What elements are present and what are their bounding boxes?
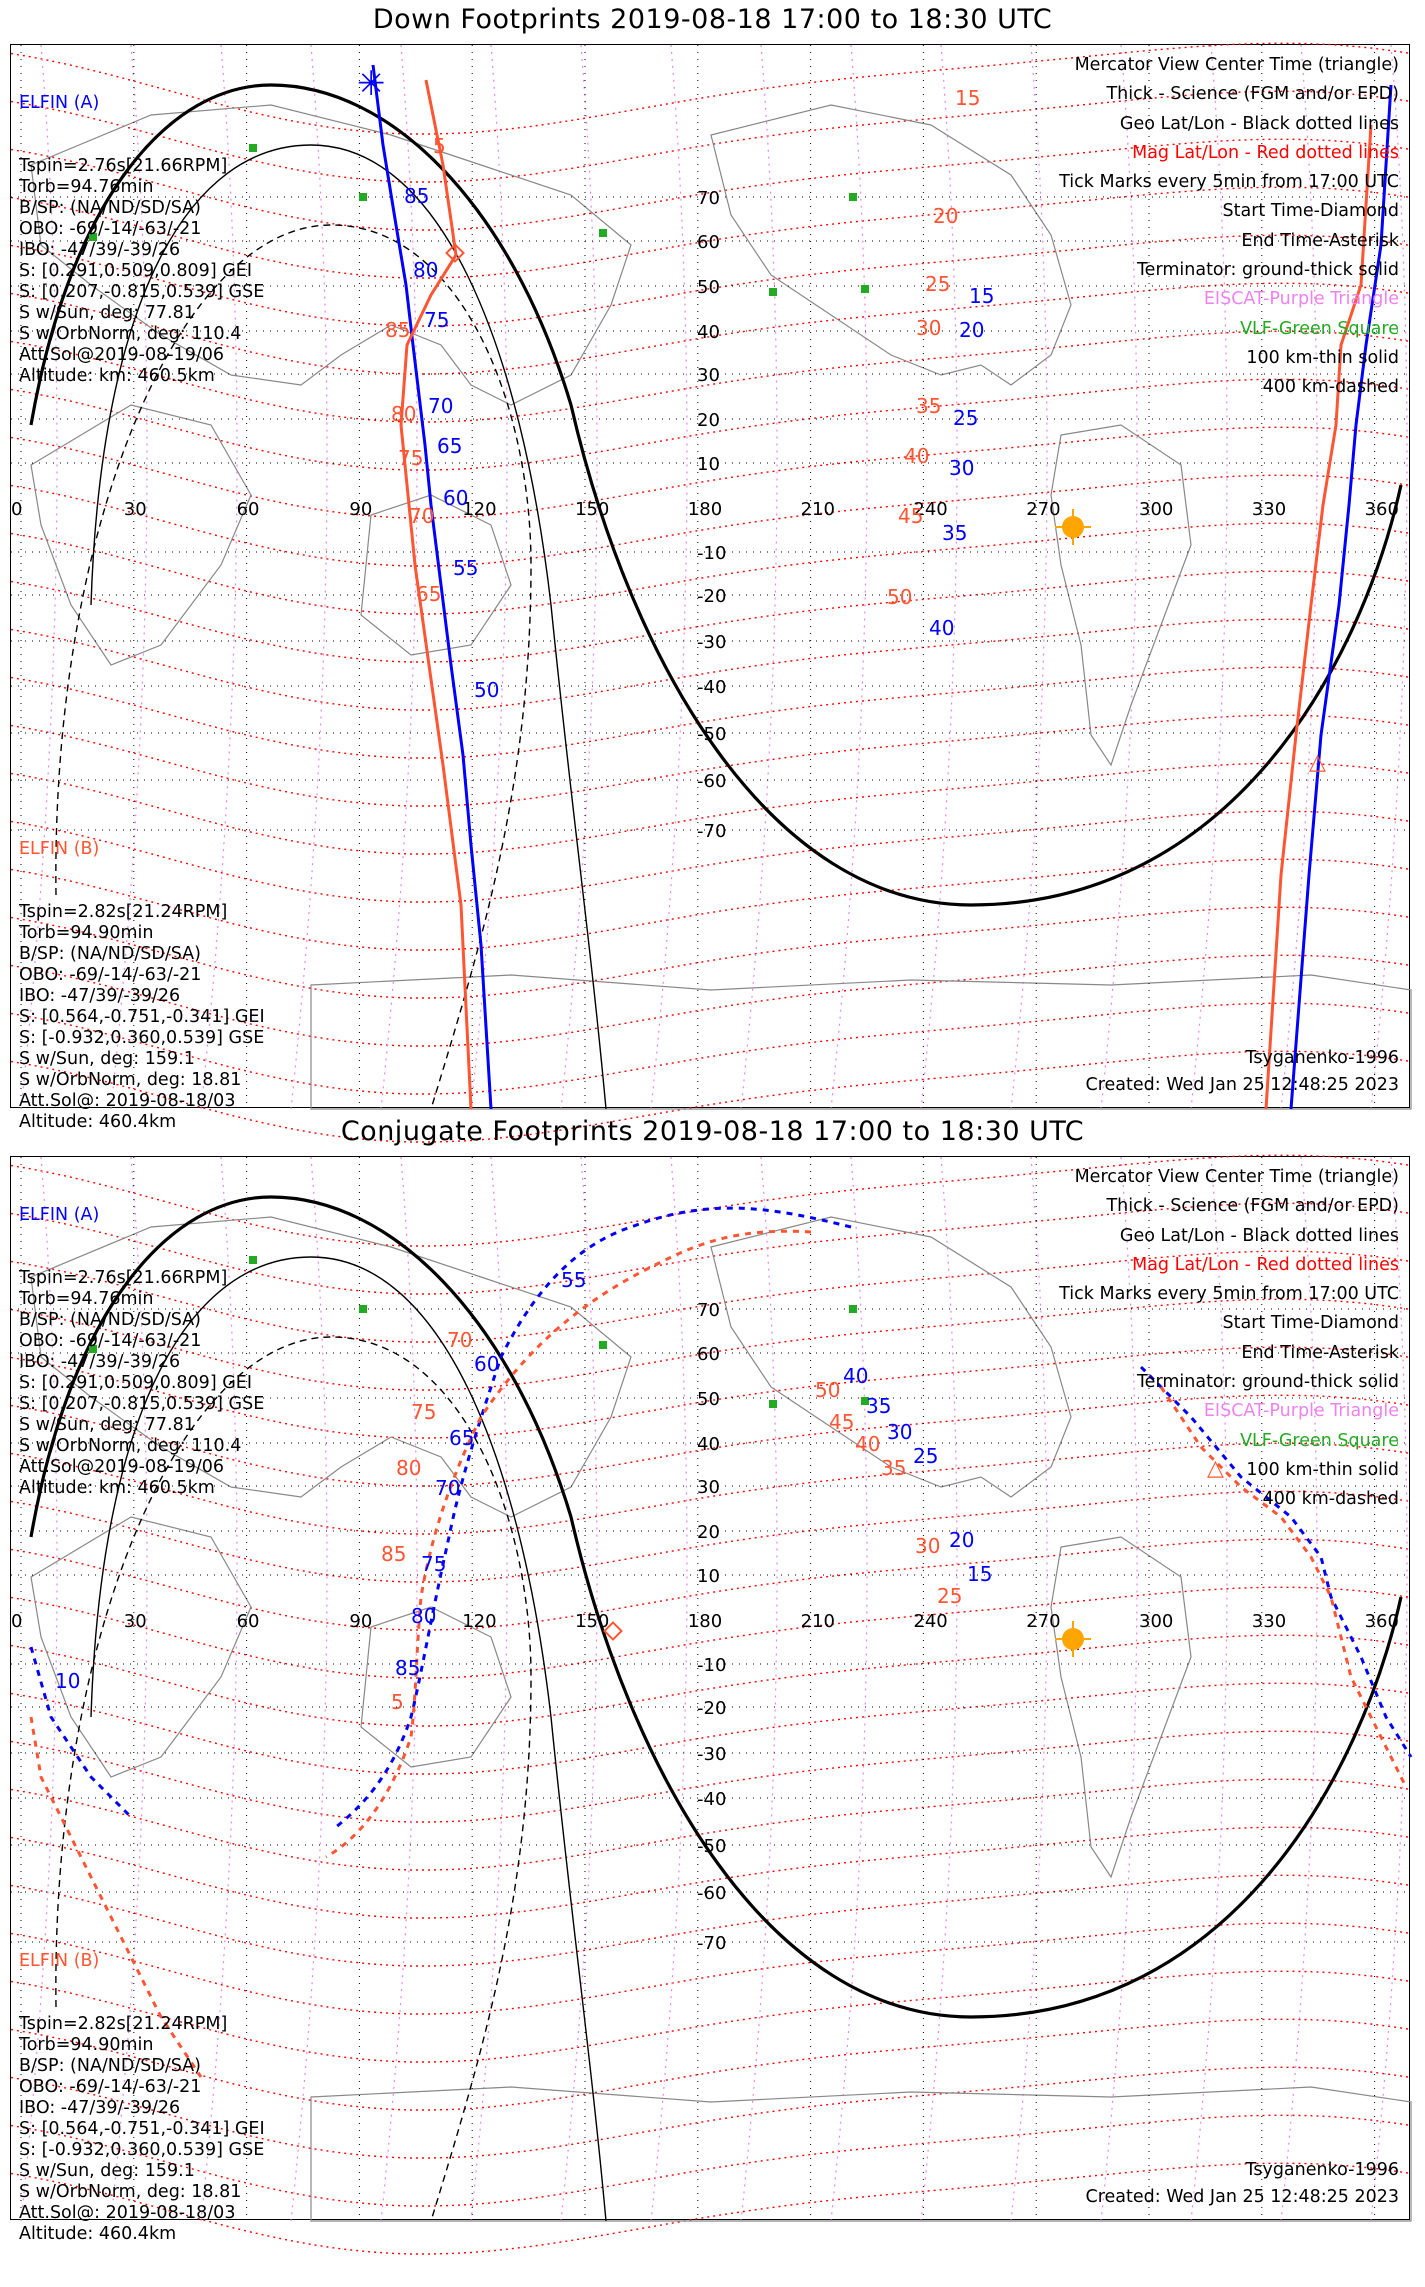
info-line: S: [0.564,-0.751,-0.341] GEI <box>19 2119 265 2139</box>
info-line: S w/Sun, deg: 77.81 <box>19 303 195 323</box>
lat-tick-label: -70 <box>697 821 727 842</box>
track-tick-label: 25 <box>953 406 979 430</box>
track-tick-label: 25 <box>937 1584 963 1608</box>
legend-item: VLF-Green Square <box>1240 318 1399 339</box>
track-tick-label: 85 <box>404 184 430 208</box>
info-line: S w/OrbNorm, deg: 18.81 <box>19 1070 242 1090</box>
map-frame <box>10 1156 1410 2244</box>
track-tick-label: 30 <box>887 1420 913 1444</box>
legend-item: Mag Lat/Lon - Red dotted lines <box>1132 142 1399 163</box>
elfin-a-label: ELFIN (A) <box>19 1205 100 1225</box>
lat-tick-label: 40 <box>697 322 720 343</box>
track-tick-label: 40 <box>843 1364 869 1388</box>
mag-lon-line <box>651 45 687 1109</box>
lat-tick-label: -70 <box>697 1933 727 1954</box>
track-tick-label: 75 <box>411 1400 437 1424</box>
lat-tick-label: -10 <box>697 1655 727 1676</box>
coastline <box>31 405 251 665</box>
mag-lon-line <box>741 1157 777 2221</box>
info-line: Att.Sol@: 2019-08-18/03 <box>19 2203 236 2223</box>
lat-tick-label: 30 <box>697 1477 720 1498</box>
track-tick-label: 20 <box>959 318 985 342</box>
coastline <box>711 1217 1071 1497</box>
legend-item: Thick - Science (FGM and/or EPD) <box>1106 84 1399 105</box>
elfin-b-info <box>19 2014 265 2245</box>
coastline <box>1051 1537 1191 1877</box>
lat-tick-label: -30 <box>697 632 727 653</box>
mag-lon-line <box>831 45 867 1109</box>
track-tick-label: 40 <box>855 1432 881 1456</box>
elfin-a-info <box>19 1268 264 1499</box>
info-line: Att.Sol@2019-08-19/06 <box>19 345 224 365</box>
legend-item: Start Time-Diamond <box>1222 1313 1399 1334</box>
track-tick-label: 35 <box>916 394 942 418</box>
lat-tick-label: 20 <box>697 410 720 431</box>
legend-item: Mag Lat/Lon - Red dotted lines <box>1132 1254 1399 1275</box>
lat-tick-label: -40 <box>697 677 727 698</box>
info-line: S: [0.207,-0.815,0.539] GSE <box>19 1394 265 1414</box>
model-label: Tsyganenko-1996 <box>1245 2160 1399 2180</box>
legend-item: EISCAT-Purple Triangle <box>1203 1401 1399 1422</box>
info-line: Torb=94.90min <box>19 2035 154 2055</box>
lat-tick-label: 30 <box>697 365 720 386</box>
info-line: IBO: -47/39/-39/26 <box>19 2098 181 2118</box>
legend <box>1059 51 1399 403</box>
lat-tick-label: 60 <box>697 232 720 253</box>
info-line: S: [0.291,0.509,0.809] GEI <box>19 1373 252 1393</box>
elfin-b-info <box>19 902 265 1133</box>
info-line: OBO: -69/-14/-63/-21 <box>19 219 202 239</box>
legend-item: Tick Marks every 5min from 17:00 UTC <box>1059 1284 1399 1305</box>
lat-tick-label: 50 <box>697 1389 720 1410</box>
info-line: Altitude: km: 460.5km <box>19 1478 215 1498</box>
track-tick-label: 15 <box>969 284 995 308</box>
panel-title: Conjugate Footprints 2019-08-18 17:00 to 18:30 UTC <box>340 1116 1085 1147</box>
lat-tick-label: -10 <box>697 543 727 564</box>
info-line: OBO: -69/-14/-63/-21 <box>19 2077 202 2097</box>
lon-tick-label: 60 <box>236 1611 260 1632</box>
lat-tick-label: 10 <box>697 454 720 475</box>
vlf-square <box>599 229 607 237</box>
lon-tick-label: 0 <box>11 1611 23 1632</box>
lat-tick-label: 60 <box>697 1344 720 1365</box>
info-line: S: [0.207,-0.815,0.539] GSE <box>19 282 265 302</box>
center-triangle: △ <box>1207 1456 1224 1481</box>
info-line: Altitude: 460.4km <box>19 2224 177 2244</box>
lat-tick-label: -60 <box>697 771 727 792</box>
legend-item: 100 km-thin solid <box>1246 1459 1399 1480</box>
legend-item: Start Time-Diamond <box>1222 201 1399 222</box>
legend-item: Mercator View Center Time (triangle) <box>1074 55 1399 75</box>
lon-tick-label: 30 <box>123 1611 147 1632</box>
coastline <box>711 105 1071 385</box>
track-tick-label: 20 <box>949 1528 975 1552</box>
lon-tick-label: 60 <box>236 499 260 520</box>
lat-tick-label: 70 <box>697 1300 720 1321</box>
info-line: S: [-0.932,0.360,0.539] GSE <box>19 2140 265 2160</box>
vlf-square <box>849 193 857 201</box>
vlf-square <box>359 1305 367 1313</box>
vlf-square <box>599 1341 607 1349</box>
track-tick-label: 35 <box>866 1394 892 1418</box>
panel-title: Down Footprints 2019-08-18 17:00 to 18:30 UTC <box>372 4 1053 35</box>
info-line: Altitude: 460.4km <box>19 1112 177 1132</box>
track-tick-label: 70 <box>435 1476 461 1500</box>
track-tick-label: 65 <box>416 582 442 606</box>
created-label: Created: Wed Jan 25 12:48:25 2023 <box>1085 1075 1399 1095</box>
info-line: Att.Sol@2019-08-19/06 <box>19 1457 224 1477</box>
lat-tick-label: -60 <box>697 1883 727 1904</box>
track-tick-label: 10 <box>55 1669 81 1693</box>
elfin-b-label: ELFIN (B) <box>19 839 100 859</box>
track-tick-label: 30 <box>915 1534 941 1558</box>
info-line: Tspin=2.76s[21.66RPM] <box>19 156 228 176</box>
lon-tick-label: 270 <box>1026 1611 1061 1632</box>
center-triangle: △ <box>1309 750 1326 775</box>
mag-lon-line <box>291 45 327 1109</box>
track-tick-label: 75 <box>398 446 424 470</box>
info-line: S w/OrbNorm, deg: 18.81 <box>19 2182 242 2202</box>
track-tick-label: 85 <box>395 1656 421 1680</box>
lon-tick-label: 120 <box>462 499 497 520</box>
track-tick-label: 35 <box>942 521 968 545</box>
mag-lon-line <box>561 1157 597 2221</box>
track-tick-label: 25 <box>913 1444 939 1468</box>
info-line: S w/Sun, deg: 159.1 <box>19 1049 195 1069</box>
info-line: IBO: -47/39/-39/26 <box>19 986 181 1006</box>
mag-lon-line <box>651 1157 687 2221</box>
legend-item: 400 km-dashed <box>1262 377 1399 398</box>
track-tick-label: 45 <box>898 504 924 528</box>
info-line: B/SP: (NA/ND/SD/SA) <box>19 944 201 964</box>
info-line: Altitude: km: 460.5km <box>19 366 215 386</box>
lon-tick-label: 360 <box>1364 1611 1399 1632</box>
legend-item: Terminator: ground-thick solid <box>1136 1372 1399 1393</box>
vlf-square <box>849 1305 857 1313</box>
lat-tick-label: 70 <box>697 188 720 209</box>
legend-item: 400 km-dashed <box>1262 1489 1399 1510</box>
lat-tick-label: -20 <box>697 1698 727 1719</box>
lat-tick-label: -50 <box>697 1836 727 1857</box>
track-tick-label: 65 <box>449 1426 475 1450</box>
vlf-square <box>769 288 777 296</box>
mag-lon-line <box>561 45 597 1109</box>
lon-tick-label: 360 <box>1364 499 1399 520</box>
track-tick-label: 40 <box>929 616 955 640</box>
lon-tick-label: 330 <box>1251 499 1287 520</box>
track-tick-label: 60 <box>474 1352 500 1376</box>
track-tick-label: 5 <box>391 1690 404 1714</box>
lon-tick-label: 180 <box>687 499 723 520</box>
info-line: B/SP: (NA/ND/SD/SA) <box>19 2056 201 2076</box>
info-line: S: [0.564,-0.751,-0.341] GEI <box>19 1007 265 1027</box>
info-line: Torb=94.90min <box>19 923 154 943</box>
track-tick-label: 75 <box>421 1552 447 1576</box>
legend-item: Mercator View Center Time (triangle) <box>1074 1167 1399 1187</box>
lon-tick-label: 240 <box>913 1611 948 1632</box>
vlf-square <box>359 193 367 201</box>
track-tick-label: 65 <box>437 434 463 458</box>
legend-item: Thick - Science (FGM and/or EPD) <box>1106 1196 1399 1217</box>
lat-tick-label: -40 <box>697 1789 727 1810</box>
track-tick-label: 55 <box>561 1268 587 1292</box>
track-tick-label: 35 <box>881 1456 907 1480</box>
conjugate-footprints-panel <box>0 1112 1425 2244</box>
info-line: IBO: -47/39/-39/26 <box>19 1352 181 1372</box>
info-line: Tspin=2.82s[21.24RPM] <box>19 2014 228 2034</box>
track-tick-label: 45 <box>829 1410 855 1434</box>
legend-item: Tick Marks every 5min from 17:00 UTC <box>1059 172 1399 193</box>
mag-lon-line <box>831 1157 867 2221</box>
legend-item: 100 km-thin solid <box>1246 347 1399 368</box>
end-asterisk: ✳ <box>357 64 386 104</box>
lon-tick-label: 30 <box>123 499 147 520</box>
track-tick-label: 15 <box>955 86 981 110</box>
vlf-square <box>861 285 869 293</box>
lon-tick-label: 240 <box>913 499 948 520</box>
lon-tick-label: 150 <box>575 1611 610 1632</box>
lat-tick-label: -20 <box>697 586 727 607</box>
info-line: B/SP: (NA/ND/SD/SA) <box>19 198 201 218</box>
lon-tick-label: 150 <box>575 499 610 520</box>
lon-tick-label: 90 <box>349 1611 373 1632</box>
legend <box>1059 1163 1399 1515</box>
track-tick-label: 25 <box>925 272 951 296</box>
lat-tick-label: 20 <box>697 1522 720 1543</box>
model-label: Tsyganenko-1996 <box>1245 1048 1399 1068</box>
track-tick-label: 20 <box>933 204 959 228</box>
legend-item: Terminator: ground-thick solid <box>1136 260 1399 281</box>
track-tick-label: 70 <box>409 504 435 528</box>
mag-lon-line <box>741 45 777 1109</box>
legend-item: End Time-Asterisk <box>1241 1342 1399 1363</box>
elfin-a-info <box>19 156 264 387</box>
track-tick-label: 70 <box>428 394 454 418</box>
lon-tick-label: 210 <box>800 499 835 520</box>
track-tick-label: 75 <box>424 308 450 332</box>
info-line: S: [0.291,0.509,0.809] GEI <box>19 261 252 281</box>
lat-tick-label: 50 <box>697 277 720 298</box>
elfin-a-label: ELFIN (A) <box>19 93 100 113</box>
track-tick-label: 85 <box>385 318 411 342</box>
lon-tick-label: 300 <box>1139 1611 1174 1632</box>
info-line: OBO: -69/-14/-63/-21 <box>19 1331 202 1351</box>
info-line: Tspin=2.76s[21.66RPM] <box>19 1268 228 1288</box>
created-label: Created: Wed Jan 25 12:48:25 2023 <box>1085 2187 1399 2207</box>
info-line: S w/OrbNorm, deg: 110.4 <box>19 324 242 344</box>
track-tick-label: 70 <box>447 1328 473 1352</box>
lat-tick-label: -50 <box>697 724 727 745</box>
info-line: Att.Sol@: 2019-08-18/03 <box>19 1091 236 1111</box>
track-tick-label: 50 <box>474 678 500 702</box>
info-line: S w/OrbNorm, deg: 110.4 <box>19 1436 242 1456</box>
legend-item: Geo Lat/Lon - Black dotted lines <box>1119 113 1399 134</box>
info-line: IBO: -47/39/-39/26 <box>19 240 181 260</box>
legend-item: Geo Lat/Lon - Black dotted lines <box>1119 1225 1399 1246</box>
lat-tick-label: 10 <box>697 1566 720 1587</box>
lat-tick-label: -30 <box>697 1744 727 1765</box>
track-tick-label: 50 <box>815 1378 841 1402</box>
lon-tick-label: 210 <box>800 1611 835 1632</box>
lon-tick-label: 0 <box>11 499 23 520</box>
coastline <box>1051 425 1191 765</box>
elfin-b-label: ELFIN (B) <box>19 1951 100 1971</box>
track-tick-label: 80 <box>411 1604 437 1628</box>
track-tick-label: 80 <box>396 1456 422 1480</box>
info-line: S w/Sun, deg: 77.81 <box>19 1415 195 1435</box>
info-line: S w/Sun, deg: 159.1 <box>19 2161 195 2181</box>
track-tick-label: 30 <box>916 316 942 340</box>
lon-tick-label: 330 <box>1251 1611 1287 1632</box>
info-line: S: [-0.932,0.360,0.539] GSE <box>19 1028 265 1048</box>
track-tick-label: 80 <box>413 258 439 282</box>
mag-lon-line <box>921 1157 957 2221</box>
track-tick-label: 80 <box>391 402 417 426</box>
track-tick-label: 30 <box>949 456 975 480</box>
lon-tick-label: 180 <box>687 1611 723 1632</box>
lon-tick-label: 300 <box>1139 499 1174 520</box>
legend-item: VLF-Green Square <box>1240 1430 1399 1451</box>
info-line: B/SP: (NA/ND/SD/SA) <box>19 1310 201 1330</box>
track-tick-label: 5 <box>433 134 446 158</box>
lat-tick-label: 40 <box>697 1434 720 1455</box>
info-line: Torb=94.76min <box>19 177 154 197</box>
track-tick-label: 85 <box>381 1542 407 1566</box>
mag-lon-line <box>291 1157 327 2221</box>
lon-tick-label: 120 <box>462 1611 497 1632</box>
track-tick-label: 40 <box>904 444 930 468</box>
track-tick-label: 55 <box>453 556 479 580</box>
info-line: OBO: -69/-14/-63/-21 <box>19 965 202 985</box>
track-tick-label: 15 <box>967 1562 993 1586</box>
legend-item: EISCAT-Purple Triangle <box>1203 289 1399 310</box>
lon-tick-label: 270 <box>1026 499 1061 520</box>
vlf-square <box>769 1400 777 1408</box>
track-tick-label: 50 <box>887 585 913 609</box>
lon-tick-label: 90 <box>349 499 373 520</box>
info-line: Tspin=2.82s[21.24RPM] <box>19 902 228 922</box>
mag-lon-line <box>471 1157 507 2221</box>
legend-item: End Time-Asterisk <box>1241 230 1399 251</box>
track-tick-label: 60 <box>443 486 469 510</box>
info-line: Torb=94.76min <box>19 1289 154 1309</box>
